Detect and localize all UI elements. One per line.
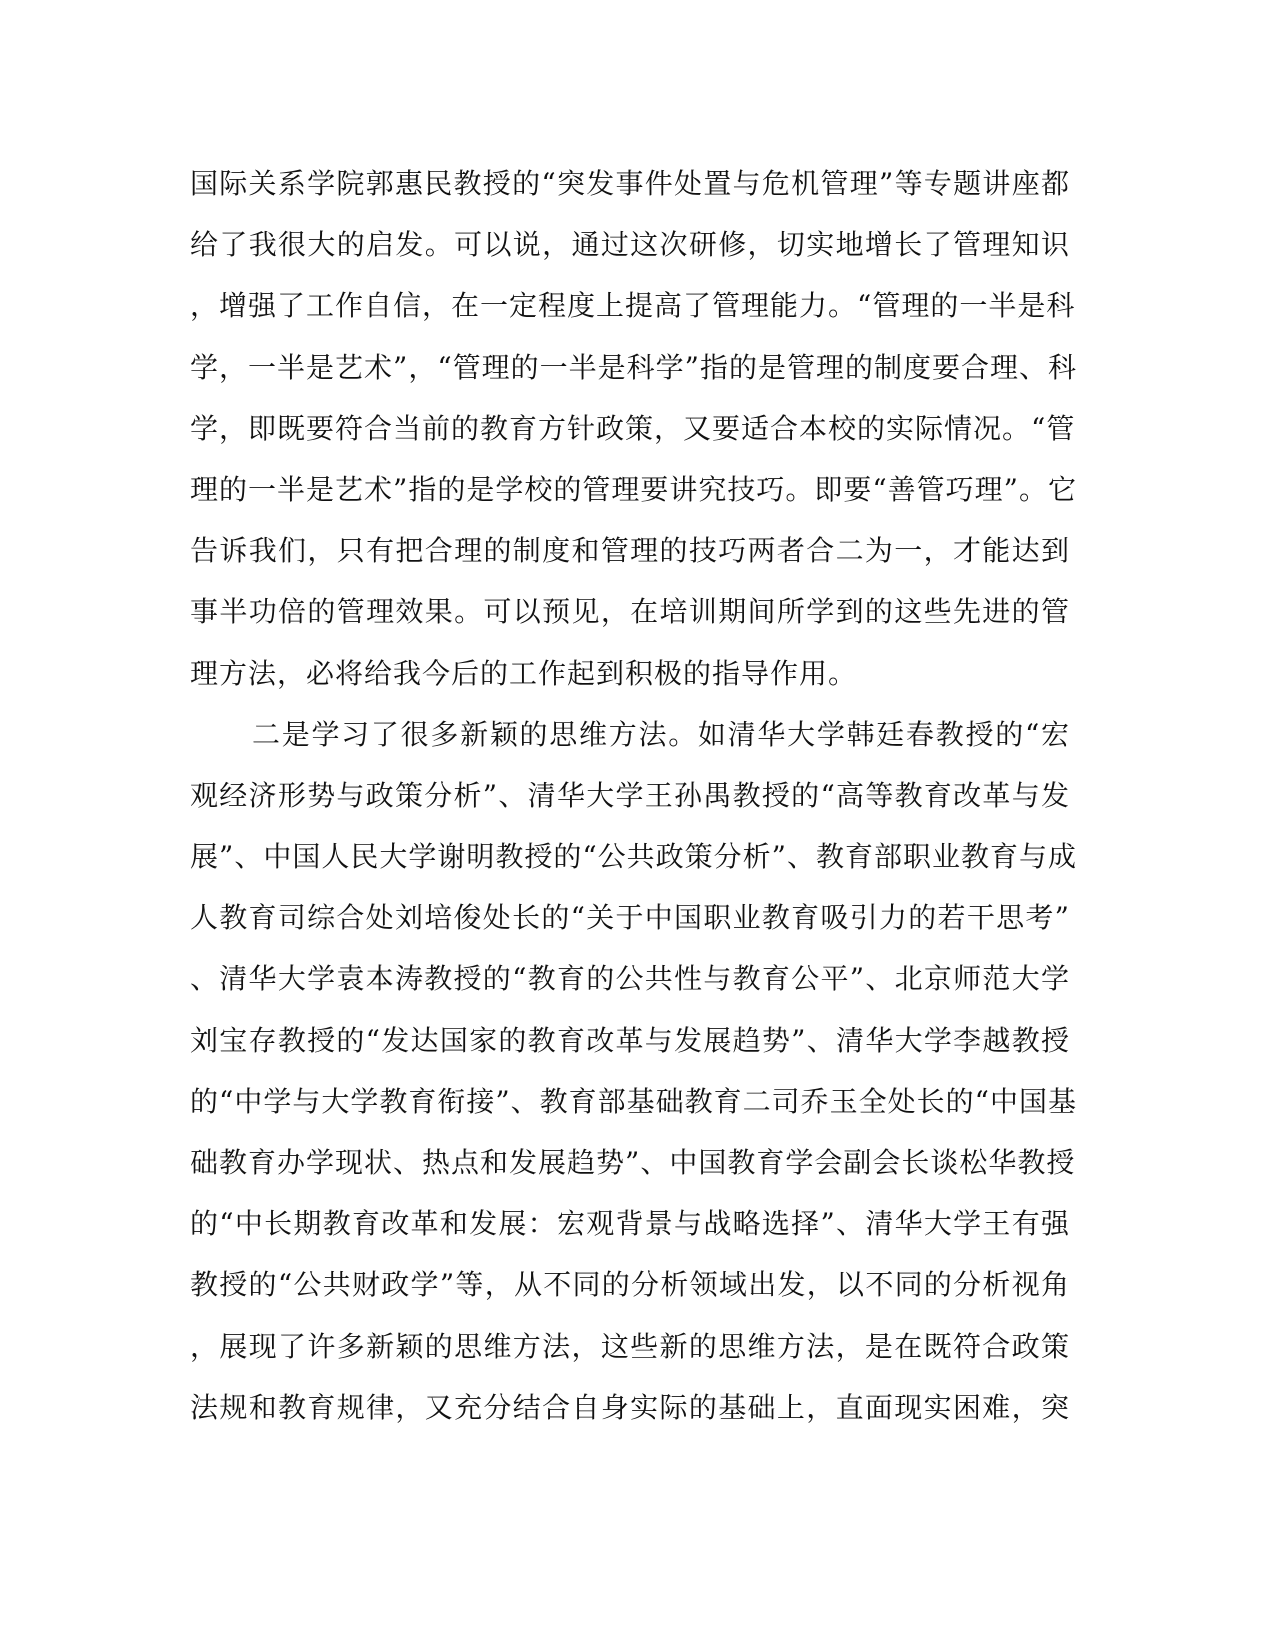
text-line: 的“中学与大学教育衔接”、教育部基础教育二司乔玉全处长的“中国基: [190, 1084, 1077, 1118]
text-line: 的“中长期教育改革和发展：宏观背景与战略选择”、清华大学王有强: [190, 1207, 1070, 1241]
text-line: 学，即既要符合当前的教育方针政策，又要适合本校的实际情况。“管: [190, 411, 1076, 445]
paragraph-end-line: 理方法，必将给我今后的工作起到积极的指导作用。: [190, 656, 858, 690]
paragraph-start-line: 二是学习了很多新颖的思维方法。如清华大学韩廷春教授的“宏: [252, 717, 1070, 751]
text-line: 法规和教育规律，又充分结合自身实际的基础上，直面现实困难，突: [190, 1390, 1070, 1424]
body-text: [190, 165, 1077, 1450]
text-line: 刘宝存教授的“发达国家的教育改革与发展趋势”、清华大学李越教授: [190, 1023, 1070, 1057]
text-line: 学，一半是艺术”，“管理的一半是科学”指的是管理的制度要合理、科: [190, 350, 1077, 384]
text-line: ，展现了许多新颖的思维方法，这些新的思维方法，是在既符合政策: [190, 1329, 1070, 1363]
text-line: 础教育办学现状、热点和发展趋势”、中国教育学会副会长谈松华教授: [190, 1146, 1076, 1179]
text-line: 事半功倍的管理效果。可以预见，在培训期间所学到的这些先进的管: [190, 595, 1070, 629]
text-line: 教授的“公共财政学”等，从不同的分析领域出发，以不同的分析视角: [190, 1268, 1070, 1302]
text-line: 人教育司综合处刘培俊处长的“关于中国职业教育吸引力的若干思考”: [190, 901, 1070, 935]
text-line: ，增强了工作自信，在一定程度上提高了管理能力。“管理的一半是科: [190, 289, 1076, 323]
text-line: 展”、中国人民大学谢明教授的“公共政策分析”、教育部职业教育与成: [190, 840, 1077, 874]
text-line: 国际关系学院郭惠民教授的“突发事件处置与危机管理”等专题讲座都: [190, 167, 1070, 200]
text-line: 观经济形势与政策分析”、清华大学王孙禺教授的“高等教育改革与发: [190, 778, 1070, 812]
text-line: 告诉我们，只有把合理的制度和管理的技巧两者合二为一，才能达到: [190, 534, 1070, 568]
text-line: 给了我很大的启发。可以说，通过这次研修，切实地增长了管理知识: [190, 228, 1070, 262]
text-line: 理的一半是艺术”指的是学校的管理要讲究技巧。即要“善管巧理”。它: [190, 472, 1077, 506]
text-line: 、清华大学袁本涛教授的“教育的公共性与教育公平”、北京师范大学: [190, 962, 1070, 996]
